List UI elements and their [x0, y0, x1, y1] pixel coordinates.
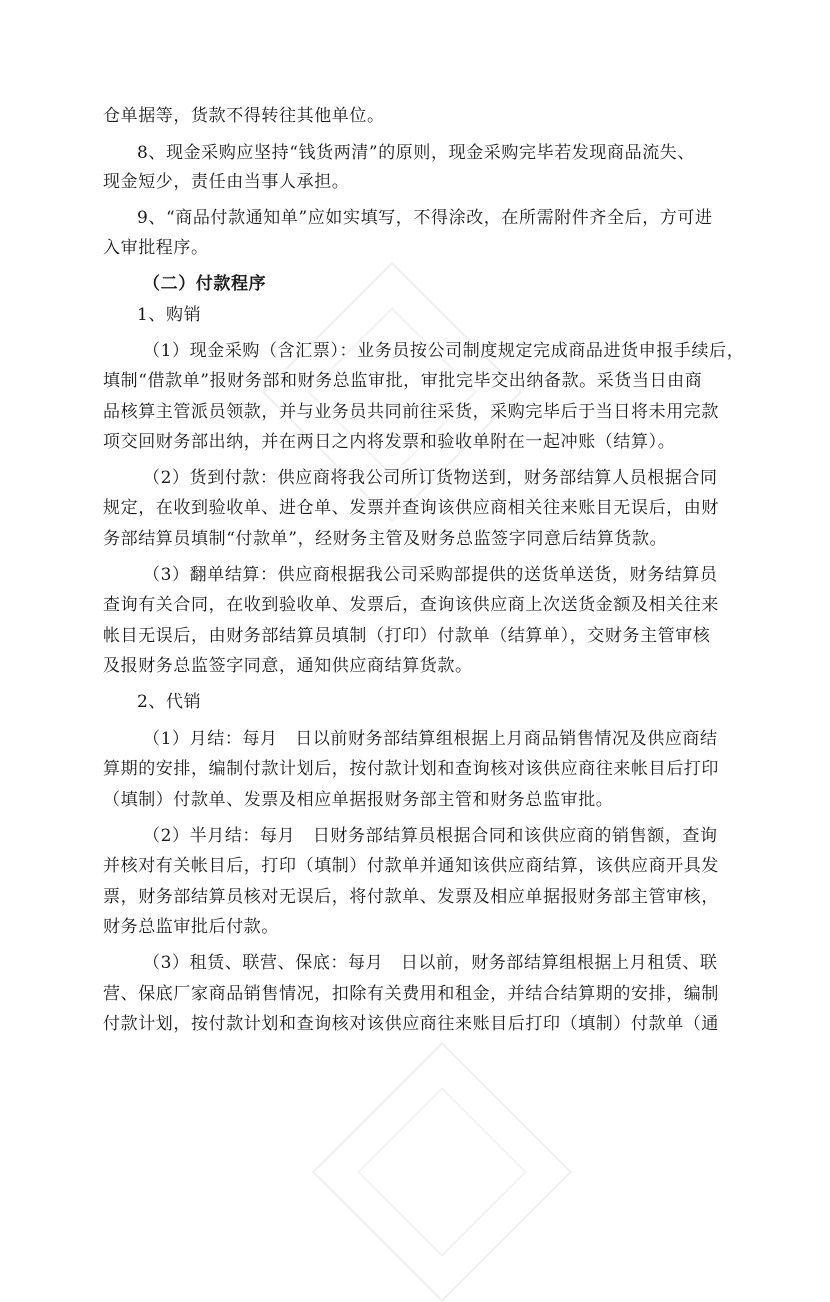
text-line: 仓单据等，货款不得转往其他单位。: [103, 106, 385, 126]
text-line: 营、保底厂家商品销售情况，扣除有关费用和租金，并结合结算期的安排，编制: [103, 984, 719, 1004]
text-line: （3）租赁、联营、保底：每月 日以前，财务部结算组根据上月租赁、联: [143, 953, 718, 973]
text-line: 规定，在收到验收单、进仓单、发票并查询该供应商相关往来账目无误后，由财: [103, 498, 719, 518]
watermark-shape: [312, 1042, 572, 1302]
text-line: （2）半月结：每月 日财务部结算员根据合同和该供应商的销售额，查询: [143, 826, 718, 846]
text-line: 帐目无误后，由财务部结算员填制（打印）付款单（结算单），交财务主管审核: [103, 626, 711, 646]
text-line: 入审批程序。: [103, 238, 209, 258]
text-line: 查询有关合同，在收到验收单、发票后，查询该供应商上次送货金额及相关往来: [103, 595, 719, 615]
text-line: 算期的安排，编制付款计划后，按付款计划和查询核对该供应商往来帐目后打印: [103, 759, 719, 779]
text-line: （3）翻单结算：供应商根据我公司采购部提供的送货单送货，财务结算员: [143, 565, 718, 585]
text-line: 付款计划，按付款计划和查询核对该供应商往来账目后打印（填制）付款单（通: [103, 1014, 719, 1034]
text-line: 填制“借款单”报财务部和财务总监审批，审批完毕交出纳备款。采货当日由商: [103, 371, 703, 391]
text-line: （填制）付款单、发票及相应单据报财务部主管和财务总监审批。: [103, 790, 614, 810]
text-line: （2）货到付款：供应商将我公司所订货物送到，财务部结算人员根据合同: [143, 468, 718, 488]
text-line: （1）现金采购（含汇票）：业务员按公司制度规定完成商品进货申报手续后，: [143, 341, 745, 361]
text-line: 财务总监审批后付款。: [103, 917, 279, 937]
subsection-heading: 2、代销: [137, 692, 202, 712]
section-heading: （二）付款程序: [143, 274, 267, 294]
text-line: 并核对有关帐目后，打印（填制）付款单并通知该供应商结算，该供应商开具发: [103, 856, 719, 876]
text-line: 现金短少，责任由当事人承担。: [103, 172, 350, 192]
text-line: 项交回财务部出纳，并在两日之内将发票和验收单附在一起冲账（结算）。: [103, 432, 676, 452]
text-line: 务部结算员填制“付款单”，经财务主管及财务总监签字同意后结算货款。: [103, 529, 668, 549]
text-line: （1）月结：每月 日以前财务部结算组根据上月商品销售情况及供应商结: [143, 729, 718, 749]
text-line: 9、“商品付款通知单”应如实填写，不得涂改，在所需附件齐全后，方可进: [137, 208, 713, 228]
subsection-heading: 1、购销: [137, 305, 202, 325]
text-line: 票，财务部结算员核对无误后，将付款单、发票及相应单据报财务部主管审核，: [103, 887, 719, 907]
text-line: 品核算主管派员领款，并与业务员共同前往采货，采购完毕后于当日将未用完款: [103, 402, 719, 422]
text-line: 8、现金采购应坚持“钱货两清”的原则，现金采购完毕若发现商品流失、: [137, 143, 695, 163]
text-line: 及报财务总监签字同意，通知供应商结算货款。: [103, 656, 473, 676]
